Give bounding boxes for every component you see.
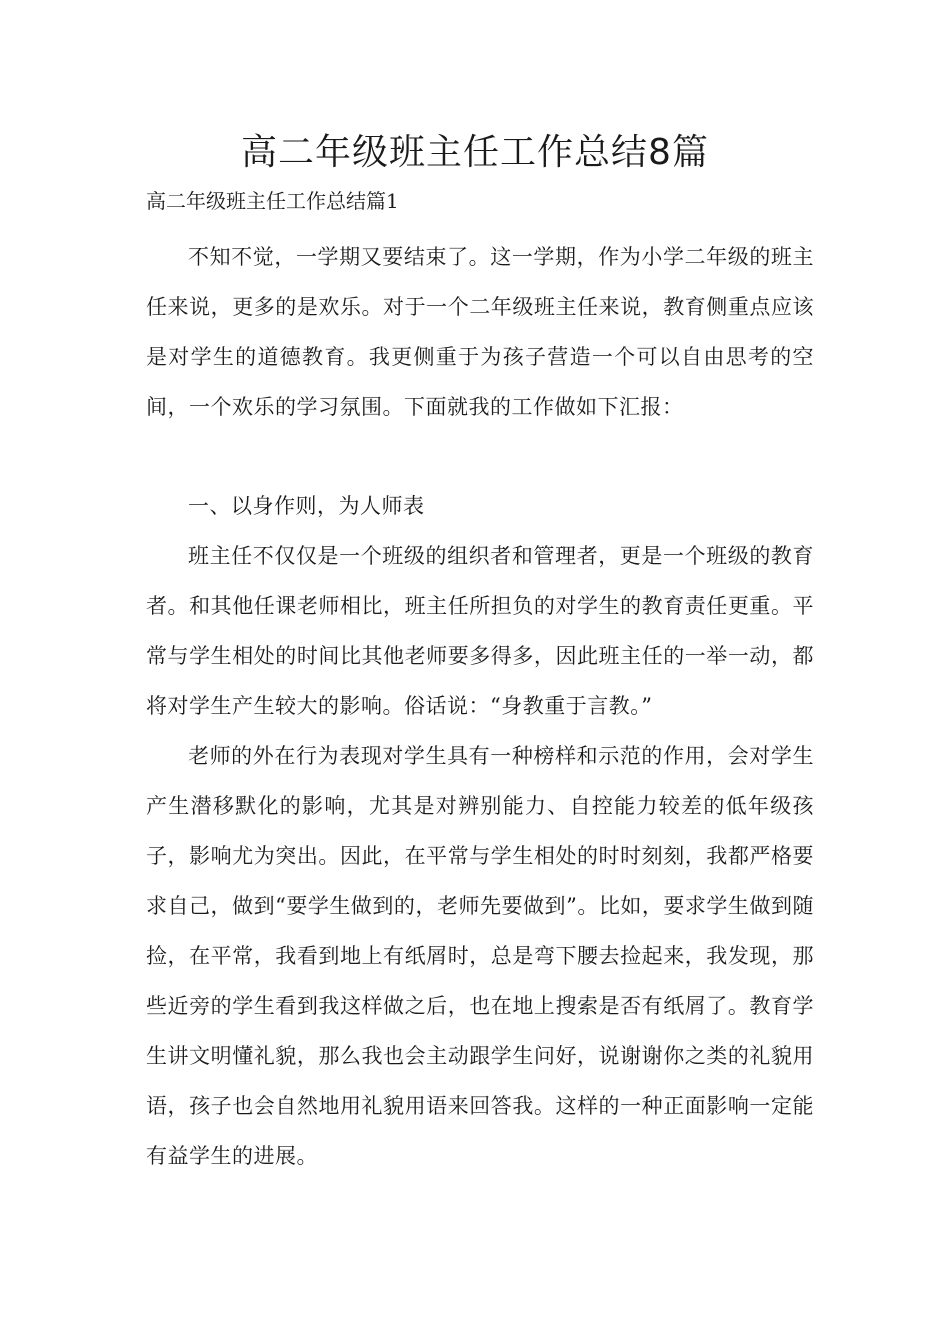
body-paragraph: 班主任不仅仅是一个班级的组织者和管理者，更是一个班级的教育者。和其他任课老师相比，班主任所担负的对学生的教育责任更重。平常与学生相处的时间比其他老师要多得多，因此班主任的一举一动，都将对学生产生较大的影响。俗话说：“身教重于言教。” [146, 544, 814, 718]
document-title: 高二年级班主任工作总结8篇 [241, 132, 709, 173]
document-body [146, 232, 814, 1181]
intro-paragraph: 不知不觉，一学期又要结束了。这一学期，作为小学二年级的班主任来说，更多的是欢乐。对于一个二年级班主任来说，教育侧重点应该是对学生的道德教育。我更侧重于为孩子营造一个可以自由思考的空间，一个欢乐的学习氛围。下面就我的工作做如下汇报： [146, 245, 814, 419]
document-subtitle: 高二年级班主任工作总结篇1 [146, 189, 399, 213]
body-paragraph: 老师的外在行为表现对学生具有一种榜样和示范的作用，会对学生产生潜移默化的影响，尤其是对辨别能力、自控能力较差的低年级孩子，影响尤为突出。因此，在平常与学生相处的时时刻刻，我都严格要求自己，做到“要学生做到的，老师先要做到”。比如，要求学生做到随捡，在平常，我看到地上有纸屑时，总是弯下腰去捡起来，我发现，那些近旁的学生看到我这样做之后，也在地上搜索是否有纸屑了。教育学生讲文明懂礼貌，那么我也会主动跟学生问好，说谢谢你之类的礼貌用语，孩子也会自然地用礼貌用语来回答我。这样的一种正面影响一定能有益学生的进展。 [146, 744, 814, 1168]
section-heading: 一、以身作则，为人师表 [188, 494, 425, 518]
